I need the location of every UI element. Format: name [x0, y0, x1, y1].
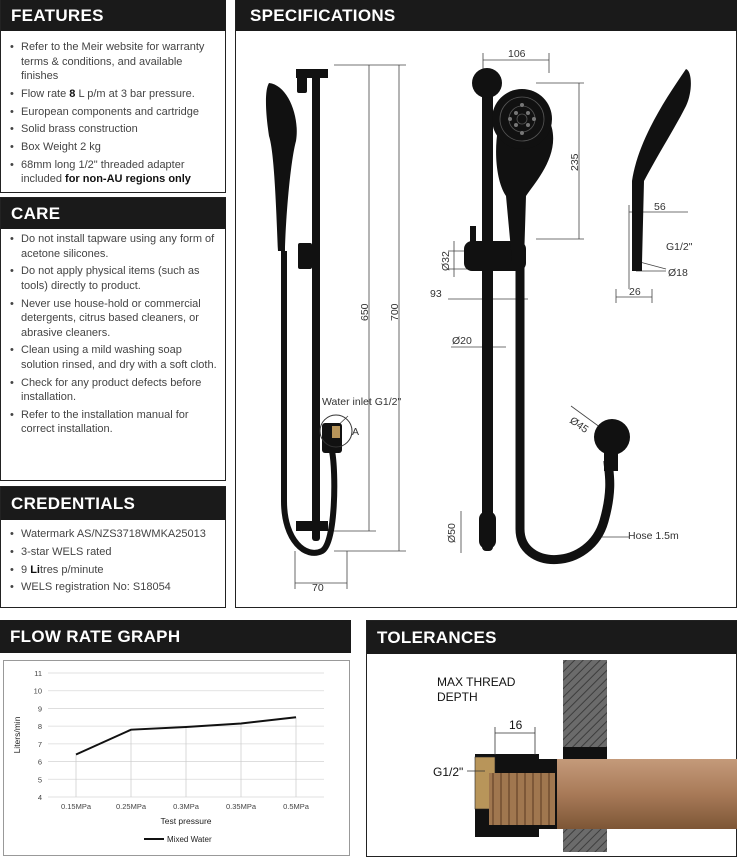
feature-item — [7, 40, 221, 84]
dim-650: 650 — [359, 303, 371, 321]
credential-item — [7, 545, 221, 560]
dim-56: 56 — [654, 201, 666, 213]
flow-graph-panel — [0, 620, 352, 857]
credential-item-text: 9 — [21, 563, 31, 576]
specifications-heading — [236, 0, 737, 31]
specification-drawing — [236, 31, 736, 606]
dim-thread: G1/2" — [666, 241, 693, 253]
tolerance-thread-label: G1/2" — [433, 765, 464, 779]
care-item-text: Clean using a mild washing soap solution rinsed, and dry with a soft cloth. — [21, 344, 217, 371]
y-tick-label: 4 — [37, 793, 42, 802]
credential-item — [7, 527, 221, 542]
care-panel — [0, 197, 226, 481]
feature-item-text: Box Weight 2 kg — [21, 141, 101, 154]
detail-a-label: A — [352, 426, 360, 438]
depth-label: DEPTH — [437, 690, 478, 704]
care-item-text: Refer to the installation manual for correct installation. — [21, 408, 189, 436]
specifications-title: SPECIFICATIONS — [250, 5, 396, 25]
y-axis-label: Liters/min — [12, 716, 22, 754]
flow-rate-chart — [4, 661, 349, 855]
care-item-text: Check for any product defects before installation. — [21, 376, 202, 404]
credentials-panel — [0, 486, 226, 608]
credentials-title: CREDENTIALS — [11, 493, 136, 513]
credentials-heading — [1, 487, 226, 520]
care-item — [7, 343, 221, 372]
legend-label: Mixed Water — [167, 835, 212, 844]
x-tick-label: 0.5MPa — [283, 802, 309, 811]
features-panel — [0, 0, 226, 193]
care-item-text: Never use house-hold or commercial detergents, citrus based cleaners, or abrasive cleaners. — [21, 297, 201, 339]
credential-item-text: 3-star WELS rated — [21, 545, 112, 558]
care-item-text: Do not install tapware using any form of acetone silicones. — [21, 233, 215, 260]
chart-frame — [3, 660, 350, 856]
y-tick-label: 10 — [33, 686, 42, 696]
x-tick-label: 0.15MPa — [60, 802, 92, 811]
credential-item-text: WELS registration No: S18054 — [21, 581, 171, 594]
x-tick-label: 0.25MPa — [115, 802, 147, 811]
y-tick-label: 6 — [37, 757, 42, 767]
feature-item — [7, 105, 221, 120]
flow-graph-title: FLOW RATE GRAPH — [10, 626, 181, 646]
features-heading — [1, 0, 226, 31]
credential-item-text: tres p/minute — [39, 563, 104, 576]
care-item — [7, 376, 221, 405]
dim-70: 70 — [312, 582, 324, 594]
tolerances-panel — [366, 620, 737, 857]
flow-graph-heading — [0, 620, 351, 653]
dim-106: 106 — [508, 48, 526, 60]
care-item — [7, 232, 221, 261]
dim-32: Ø32 — [440, 251, 452, 271]
dim-50: Ø50 — [446, 523, 458, 543]
credential-item-text: Watermark AS/NZS3718WMKA25013 — [21, 528, 206, 540]
feature-item-text: 68mm long 1/2" threaded adapter included — [21, 158, 185, 186]
feature-item — [7, 140, 221, 155]
features-title: FEATURES — [11, 5, 104, 25]
feature-item-text: Flow rate — [21, 87, 70, 100]
feature-item-text: Refer to the Meir website for warranty terms & conditions, and available finishes — [21, 41, 205, 82]
credential-item — [7, 580, 221, 595]
care-heading — [1, 198, 226, 229]
credential-item — [7, 563, 221, 578]
x-tick-label: 0.35MPa — [225, 802, 257, 811]
tolerance-dim-16: 16 — [509, 718, 523, 732]
feature-item — [7, 87, 221, 102]
y-tick-label: 5 — [37, 775, 42, 785]
dim-20: Ø20 — [452, 335, 472, 347]
y-tick-label: 11 — [34, 669, 42, 678]
feature-item — [7, 158, 221, 187]
dim-93: 93 — [430, 288, 442, 300]
max-thread-label: MAX THREAD — [437, 675, 516, 689]
y-tick-label: 9 — [37, 704, 42, 714]
care-title: CARE — [11, 203, 61, 223]
copper-pipe — [557, 759, 737, 829]
dim-700: 700 — [389, 303, 401, 321]
x-tick-label: 0.3MPa — [173, 802, 199, 811]
dim-45: Ø45 — [567, 414, 591, 436]
tolerance-drawing — [367, 655, 737, 857]
hose-label: Hose 1.5m — [628, 530, 679, 542]
care-list — [7, 232, 221, 440]
y-tick-label: 8 — [37, 722, 42, 732]
dim-26: 26 — [629, 286, 641, 298]
feature-item-bold: 8 — [69, 87, 76, 100]
water-inlet-label: Water inlet G1/2" — [322, 396, 402, 408]
y-tick-label: 7 — [37, 739, 42, 749]
dim-235: 235 — [569, 153, 581, 171]
specifications-panel — [235, 0, 737, 608]
feature-item-text: L p/m at 3 bar pressure. — [75, 87, 195, 100]
tolerances-title: TOLERANCES — [377, 627, 497, 647]
features-list — [7, 40, 221, 190]
care-item — [7, 297, 221, 341]
feature-item-bold: for non-AU regions only — [65, 173, 191, 186]
feature-item-text: Solid brass construction — [21, 123, 138, 136]
credential-item-bold: Li — [30, 563, 40, 576]
feature-item — [7, 122, 221, 137]
credentials-list — [7, 527, 221, 598]
feature-item-text: European components and cartridge — [21, 105, 199, 118]
care-item-text: Do not apply physical items (such as tools) directly to product. — [21, 265, 200, 292]
care-item — [7, 408, 221, 437]
tolerances-heading — [367, 621, 737, 654]
dim-18: Ø18 — [668, 267, 688, 279]
x-axis-label: Test pressure — [160, 816, 212, 826]
care-item — [7, 264, 221, 293]
